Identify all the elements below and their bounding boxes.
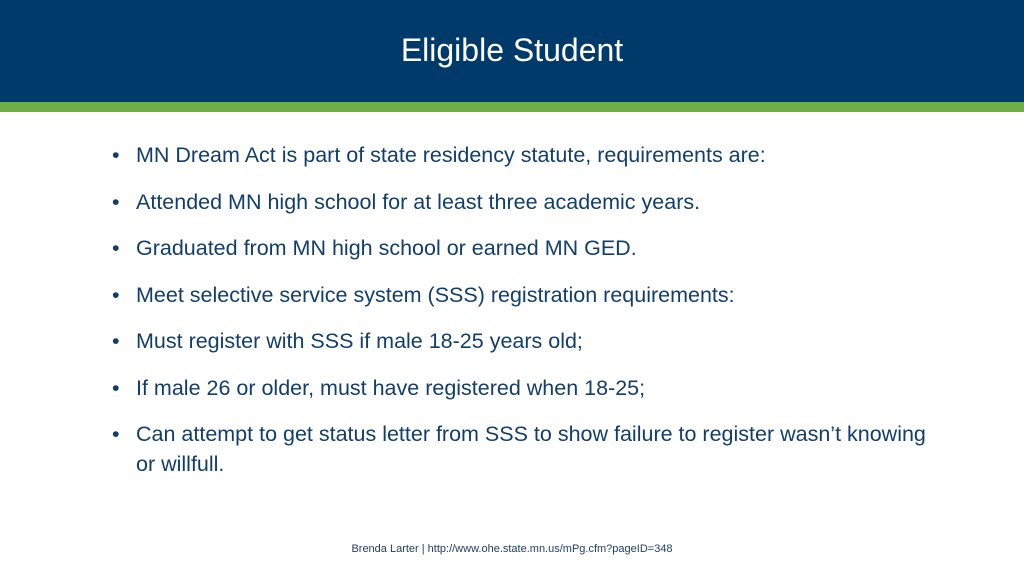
bullet-text: Can attempt to get status letter from SSS to show failure to register wasn’t knowing or willfull. [136,422,926,476]
bullet-icon: • [112,189,120,214]
bullet-list [112,140,932,496]
bullet-icon: • [112,422,120,446]
bullet-icon: • [112,282,120,307]
bullet-text: Attended MN high school for at least three academic years. [136,189,701,214]
bullet-item [112,373,932,403]
slide-header [0,0,1024,102]
bullet-text: Meet selective service system (SSS) registration requirements: [136,282,735,307]
bullet-item [112,326,932,356]
bullet-item [112,419,932,479]
bullet-item [112,233,932,263]
bullet-text: Graduated from MN high school or earned MN GED. [136,236,637,260]
bullet-icon: • [112,143,120,167]
bullet-item [112,280,932,310]
bullet-icon: • [112,236,120,260]
bullet-icon: • [112,329,120,353]
footer-text: Brenda Larter | http://www.ohe.state.mn.us/mPg.cfm?pageID=348 [351,543,673,555]
slide-title: Eligible Student [400,32,624,68]
bullet-text: Must register with SSS if male 18-25 years old; [136,329,583,353]
bullet-icon: • [112,375,120,400]
accent-bar [0,102,1024,112]
bullet-text: MN Dream Act is part of state residency statute, requirements are: [136,143,766,167]
bullet-item [112,140,932,170]
bullet-text: If male 26 or older, must have registered when 18-25; [136,375,646,400]
bullet-item [112,187,932,217]
